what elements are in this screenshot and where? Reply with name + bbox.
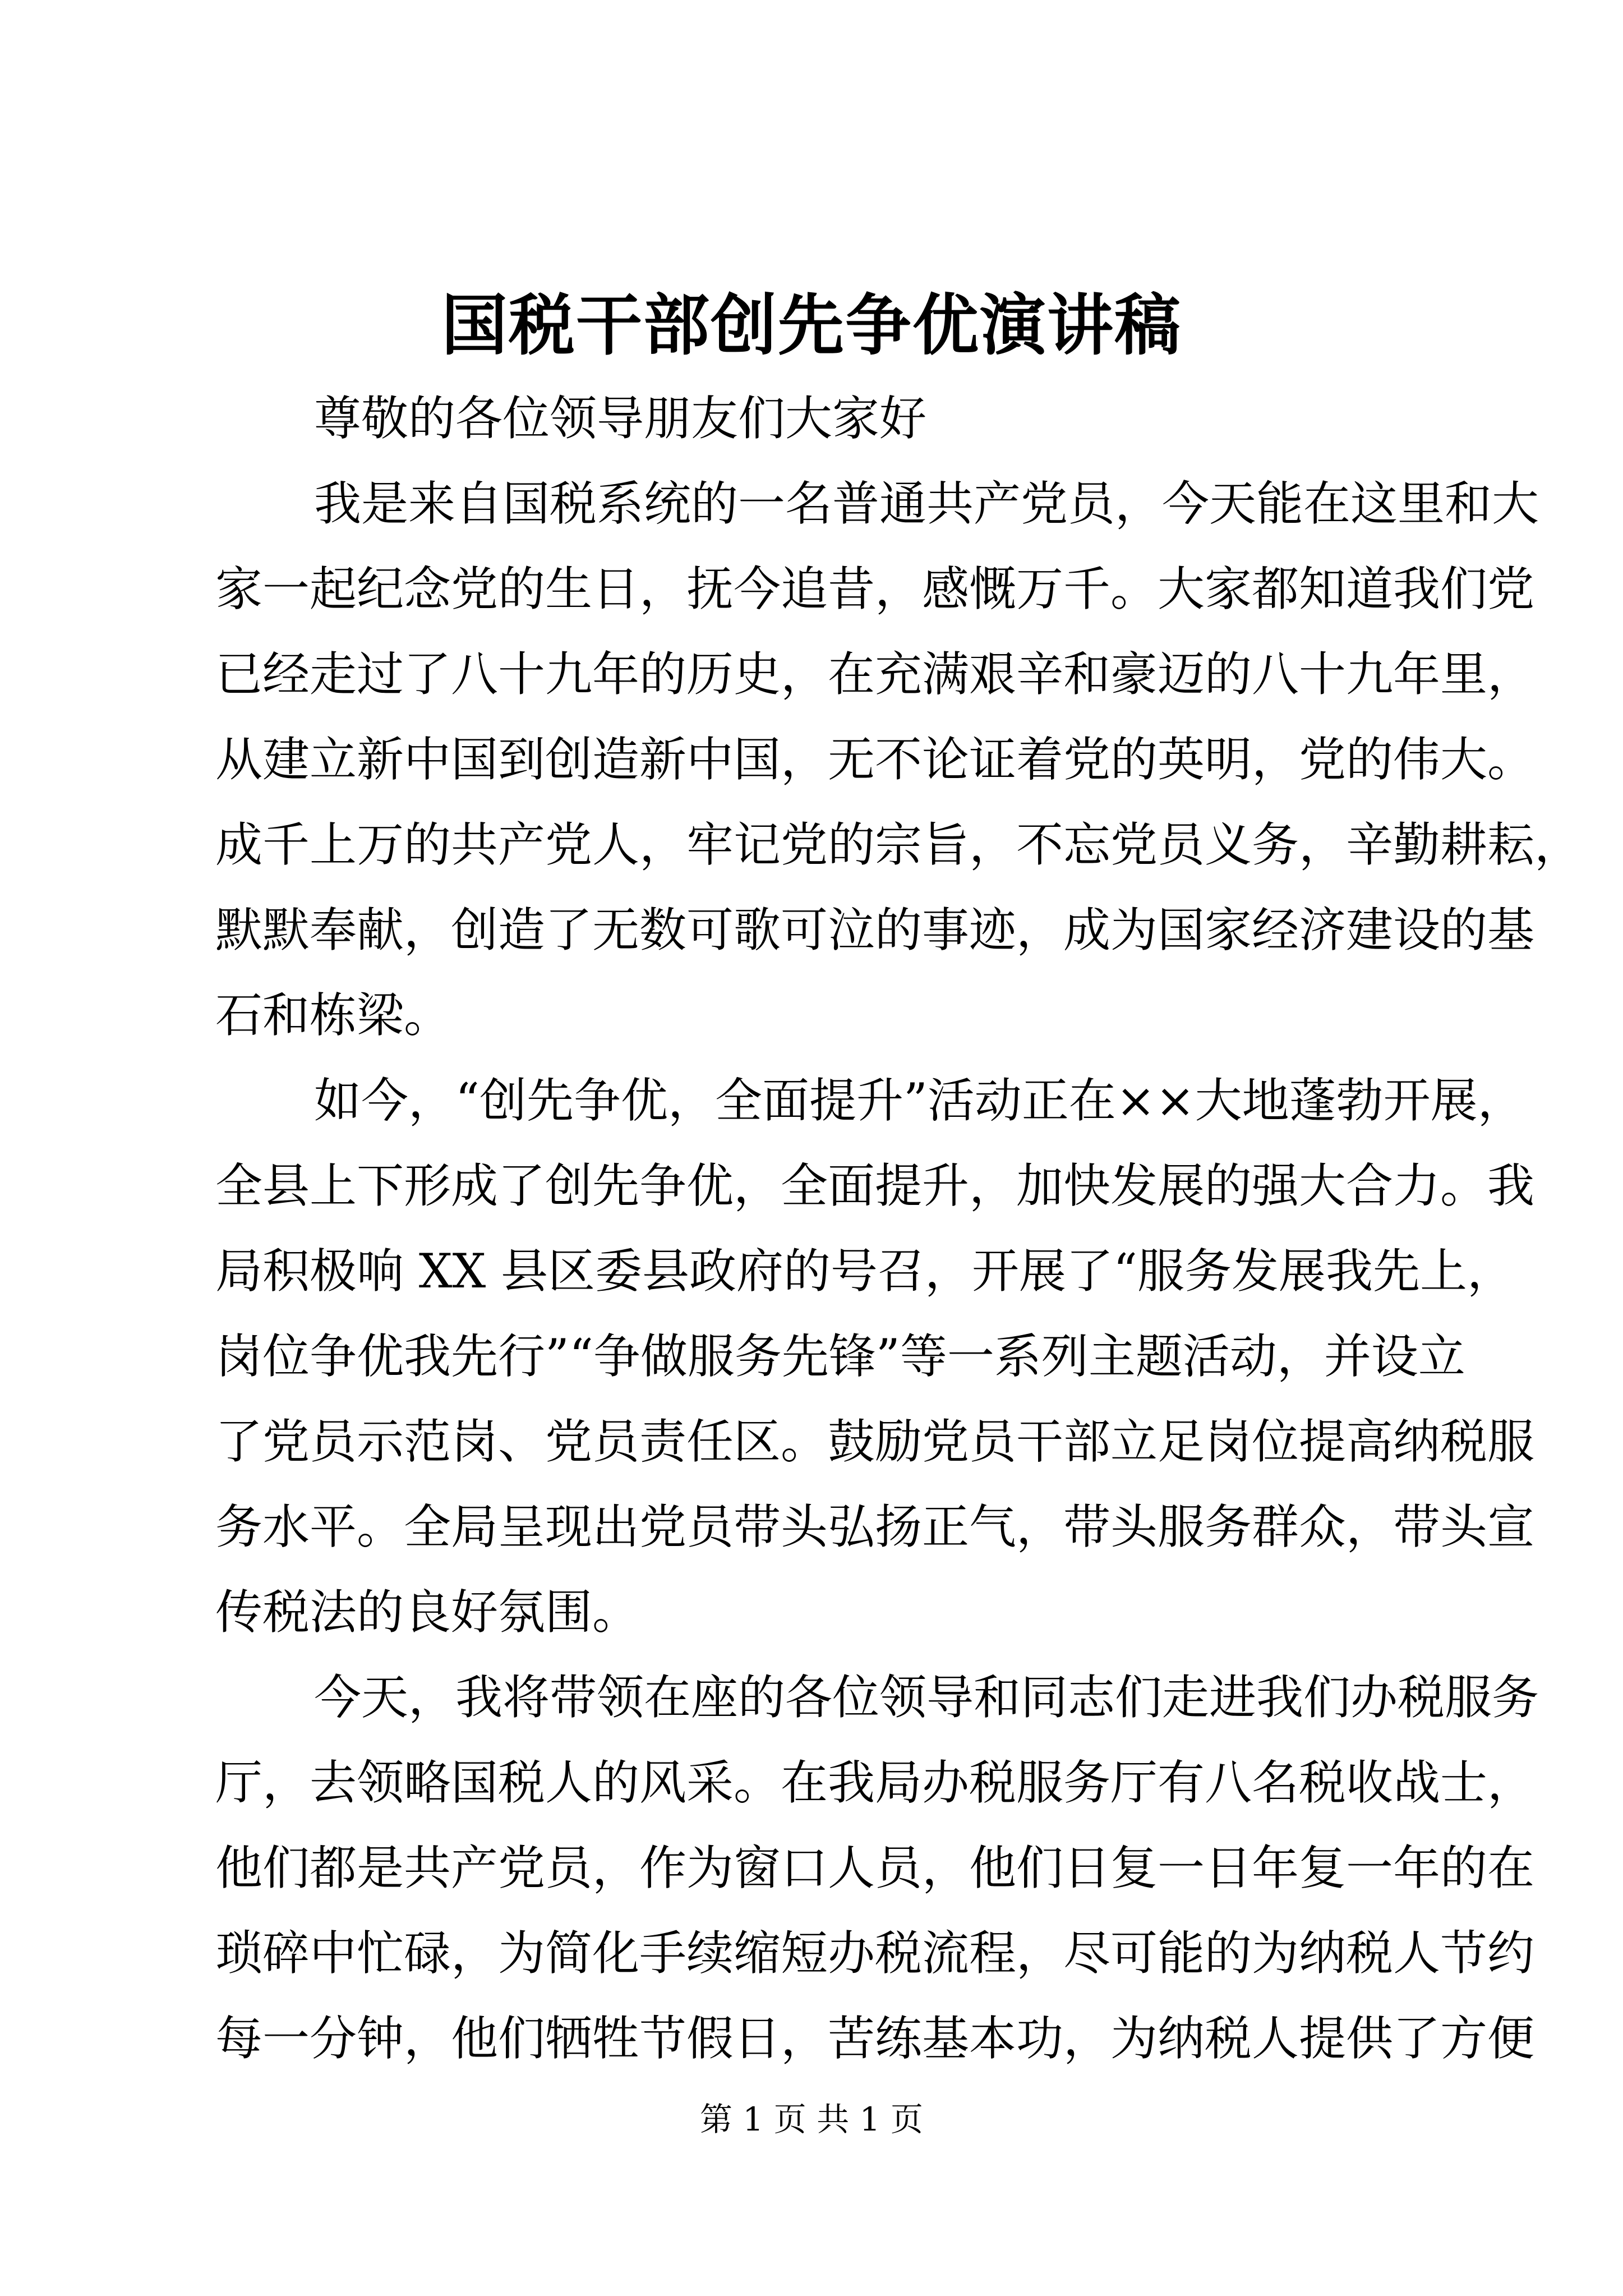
body-text-line: 了党员示范岗、党员责任区。鼓励党员干部立足岗位提高纳税服	[215, 1414, 1535, 1469]
body-text-line: 今天，我将带领在座的各位领导和同志们走进我们办税服务	[314, 1670, 1539, 1725]
body-text-line: 石和栋梁。	[215, 988, 451, 1043]
body-text-line: 已经走过了八十九年的历史，在充满艰辛和豪迈的八十九年里，	[215, 647, 1535, 702]
body-text-line: 我是来自国税系统的一名普通共产党员，今天能在这里和大	[314, 476, 1539, 531]
document-title: 国税干部创先争优演讲稿	[441, 286, 1182, 364]
body-text-line: 家一起纪念党的生日，抚今追昔，感慨万千。大家都知道我们党	[215, 562, 1535, 616]
body-text-line: 厅，去领略国税人的风采。在我局办税服务厅有八名税收战士，	[215, 1755, 1535, 1810]
body-text-line: 琐碎中忙碌，为简化手续缩短办税流程，尽可能的为纳税人节约	[215, 1926, 1535, 1981]
body-text-line: 成千上万的共产党人，牢记党的宗旨，不忘党员义务，辛勤耕耘，	[215, 817, 1582, 872]
body-text-line: 局积极响 XX 县区委县政府的号召，开展了“服务发展我先上，	[215, 1244, 1514, 1299]
body-text-line: 他们都是共产党员，作为窗口人员，他们日复一日年复一年的在	[215, 1841, 1535, 1895]
body-text-line: 默默奉献，创造了无数可歌可泣的事迹，成为国家经济建设的基	[215, 903, 1535, 958]
document-body	[215, 376, 1582, 2081]
body-text-line: 全县上下形成了创先争优，全面提升，加快发展的强大合力。我	[215, 1158, 1535, 1213]
body-text-line: 岗位争优我先行”“争做服务先锋”等一系列主题活动，并设立	[215, 1329, 1465, 1384]
body-text-line: 如今，“创先争优，全面提升”活动正在××大地蓬勃开展，	[314, 1073, 1525, 1128]
body-text-line: 每一分钟，他们牺牲节假日，苦练基本功，为纳税人提供了方便	[215, 2011, 1535, 2066]
body-text-line: 从建立新中国到创造新中国，无不论证着党的英明，党的伟大。	[215, 732, 1535, 787]
page-footer: 第 1 页 共 1 页	[700, 2100, 923, 2138]
body-text-line: 传税法的良好氛围。	[215, 1585, 640, 1640]
body-text-line: 尊敬的各位领导朋友们大家好	[314, 391, 927, 446]
body-text-line: 务水平。全局呈现出党员带头弘扬正气，带头服务群众，带头宣	[215, 1499, 1535, 1554]
